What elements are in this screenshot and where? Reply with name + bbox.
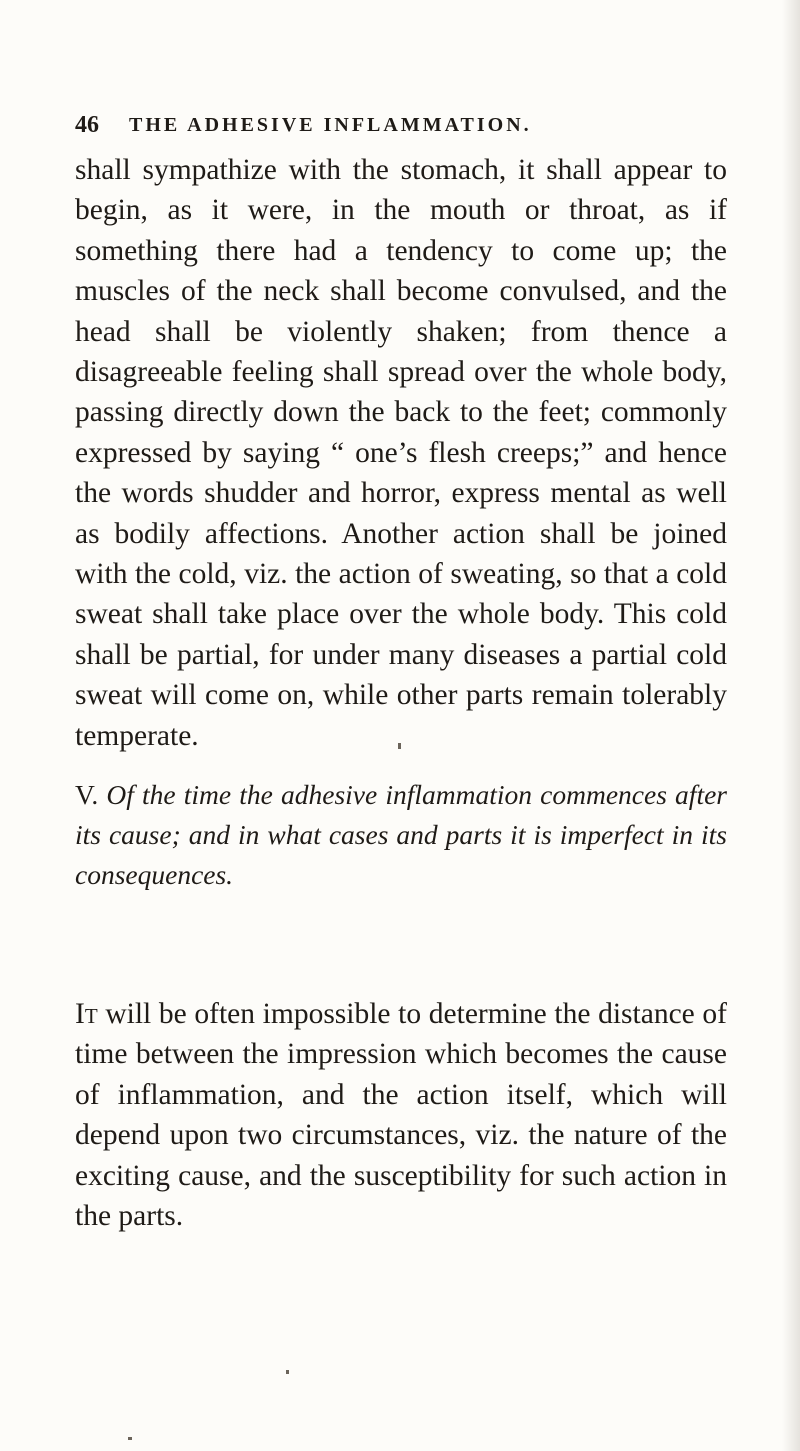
body-paragraph-2 bbox=[75, 994, 727, 1236]
section-heading-text: Of the time the adhesive inflammation commences after its cause; and in what cases and parts it is imperfect in its consequences. bbox=[75, 779, 728, 890]
print-speck bbox=[286, 1370, 289, 1374]
page-edge-shadow bbox=[782, 0, 800, 1451]
paragraph-text: will be often impossible to determine the distance of time between the impression which becomes the cause of inflammation, and the action itself, which will depend upon two circumstances, viz. the nature of the exciting cause, and the susceptibility for such action in the parts. bbox=[75, 998, 727, 1233]
section-heading bbox=[75, 775, 727, 895]
section-number: V. bbox=[75, 779, 99, 810]
running-head bbox=[75, 112, 735, 139]
print-speck bbox=[128, 1437, 132, 1440]
paragraph-text: shall sympathize with the stomach, it shall appear to begin, as it were, in the mouth or throat, as if something there had a tendency to come up; the muscles of the neck shall become convulsed, and the head shall be violently shaken; from thence a disagreeable feeling shall spread over the whole body, passing directly down the back to the feet; commonly expressed by saying “ one’s flesh creeps;” and hence the words shudder and horror, express mental as well as bodily affections. Another action shall be joined with the cold, viz. the action of sweating, so that a cold sweat shall take place over the whole body. This cold shall be partial, for under many diseases a partial cold sweat will come on, while other parts remain tolerably temperate. bbox=[75, 154, 727, 752]
body-paragraph-1 bbox=[75, 150, 727, 756]
paragraph-lead-word: It bbox=[75, 998, 98, 1030]
page-number: 46 bbox=[75, 112, 99, 138]
running-title: THE ADHESIVE INFLAMMATION. bbox=[129, 114, 532, 136]
print-speck bbox=[398, 743, 401, 749]
